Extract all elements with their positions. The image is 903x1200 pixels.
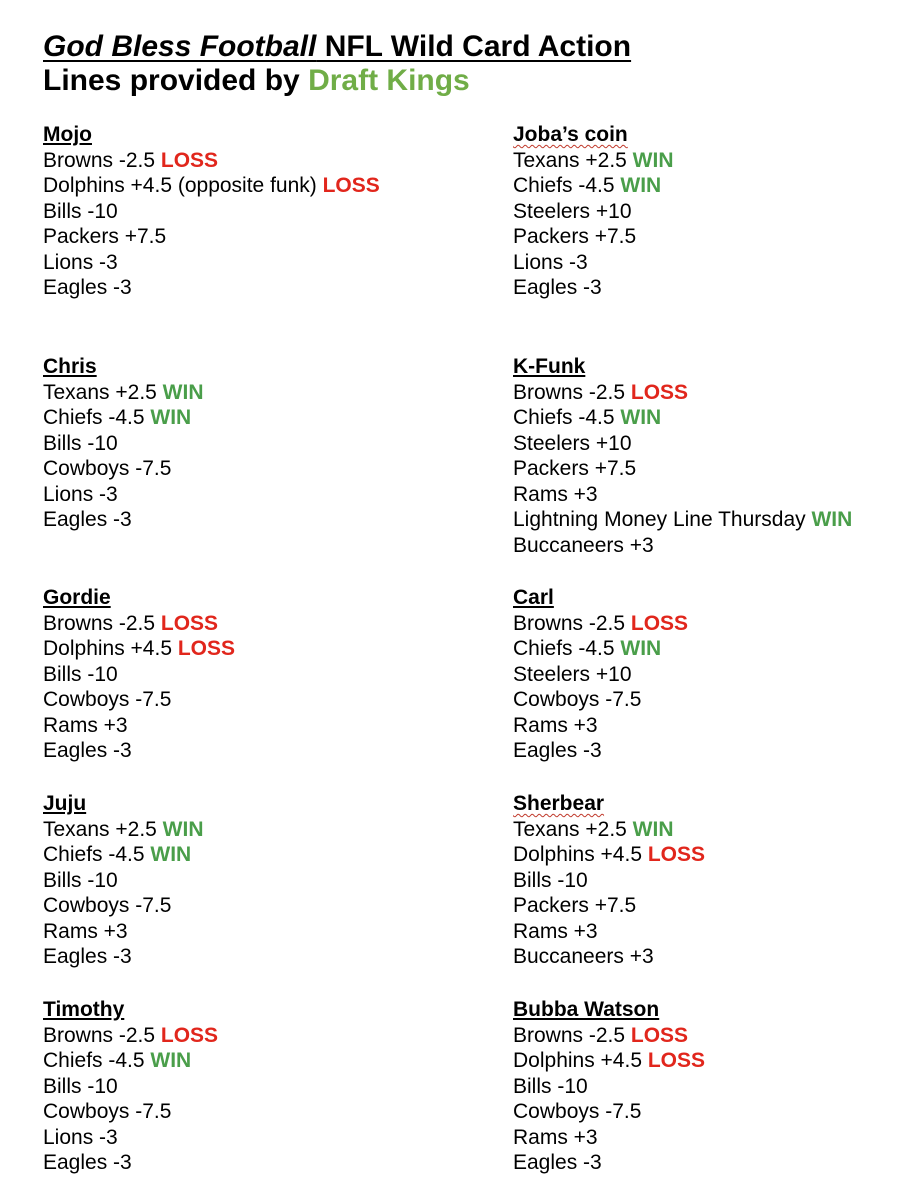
pick-line [43, 148, 483, 174]
pick-line: Lions -3 [43, 1125, 118, 1149]
pick-text: Browns -2.5 [513, 611, 631, 635]
pick-result: WIN [150, 406, 192, 429]
pick-text: Texans +2.5 [43, 817, 163, 841]
pick-line [513, 173, 898, 199]
pick-line: Bills -10 [43, 199, 118, 223]
pick-text: Texans +2.5 [513, 817, 633, 841]
pick-line: Cowboys -7.5 [43, 688, 172, 711]
pick-line [43, 173, 483, 199]
pick-line: Cowboys -7.5 [43, 1100, 172, 1123]
pick-line: Rams +3 [513, 482, 598, 506]
player-name: Mojo [43, 123, 92, 146]
title-italic: God Bless Football [43, 30, 317, 63]
pick-line: Eagles -3 [513, 276, 602, 299]
pick-line: Lions -3 [513, 250, 588, 274]
player-name: Bubba Watson [513, 998, 660, 1021]
player-name: K-Funk [513, 355, 586, 378]
pick-text: Browns -2.5 [43, 611, 161, 635]
pick-result: WIN [632, 148, 674, 172]
pick-result: LOSS [647, 843, 706, 866]
pick-result: WIN [620, 637, 662, 660]
pick-text: Chiefs -4.5 [513, 174, 621, 197]
pick-line: Bills -10 [43, 662, 118, 686]
pick-result: WIN [150, 843, 192, 866]
pick-line [43, 1023, 483, 1049]
pick-line: Rams +3 [43, 713, 128, 737]
pick-line: Rams +3 [513, 919, 598, 943]
pick-line [513, 611, 898, 637]
picks-block-sherbear [513, 791, 898, 970]
pick-line: Steelers +10 [513, 199, 632, 223]
pick-line [43, 817, 483, 843]
picks-block-chris [43, 354, 483, 533]
pick-text: Texans +2.5 [513, 148, 633, 172]
pick-line: Packers +7.5 [513, 457, 637, 480]
pick-result: WIN [620, 406, 662, 429]
picks-block-k-funk [513, 354, 898, 558]
pick-result: LOSS [160, 611, 219, 635]
pick-line [43, 636, 483, 662]
pick-line: Buccaneers +3 [513, 533, 654, 557]
pick-line: Eagles -3 [513, 1151, 602, 1174]
pick-text: Chiefs -4.5 [513, 406, 621, 429]
document-title [43, 30, 631, 64]
pick-result: WIN [632, 817, 674, 841]
pick-text: Chiefs -4.5 [43, 406, 151, 429]
pick-line: Lions -3 [43, 250, 118, 274]
picks-block-carl [513, 585, 898, 764]
pick-line [43, 1048, 483, 1074]
pick-text: Chiefs -4.5 [513, 637, 621, 660]
picks-block-juju [43, 791, 483, 970]
pick-result: WIN [620, 174, 662, 197]
pick-result: LOSS [647, 1049, 706, 1072]
pick-result: WIN [811, 508, 853, 531]
pick-line: Lions -3 [43, 482, 118, 506]
pick-line: Packers +7.5 [43, 225, 167, 248]
pick-line [513, 1048, 898, 1074]
pick-result: LOSS [160, 1023, 219, 1047]
player-name: Carl [513, 586, 554, 609]
pick-text: Dolphins +4.5 (opposite funk) [43, 174, 323, 197]
pick-result: LOSS [630, 611, 689, 635]
pick-line [43, 405, 483, 431]
pick-line: Rams +3 [513, 1125, 598, 1149]
pick-result: LOSS [160, 148, 219, 172]
pick-line: Eagles -3 [43, 276, 132, 299]
pick-result: LOSS [322, 174, 380, 197]
pick-result: LOSS [630, 380, 689, 404]
pick-line: Bills -10 [43, 1074, 118, 1098]
pick-line [513, 405, 898, 431]
pick-text: Lightning Money Line Thursday [513, 508, 812, 531]
pick-line: Cowboys -7.5 [43, 894, 172, 917]
pick-line: Bills -10 [43, 868, 118, 892]
subtitle-prefix: Lines provided by [43, 64, 309, 97]
pick-line: Eagles -3 [43, 739, 132, 762]
pick-line [43, 611, 483, 637]
pick-line: Packers +7.5 [513, 894, 637, 917]
pick-line [513, 842, 898, 868]
pick-line [43, 842, 483, 868]
player-name: Gordie [43, 586, 111, 609]
pick-text: Dolphins +4.5 [513, 1049, 648, 1072]
document-subtitle [43, 64, 470, 98]
pick-text: Dolphins +4.5 [43, 637, 178, 660]
pick-line: Cowboys -7.5 [513, 1100, 642, 1123]
pick-line: Buccaneers +3 [513, 945, 654, 968]
pick-text: Browns -2.5 [513, 380, 631, 404]
pick-line: Eagles -3 [43, 1151, 132, 1174]
pick-line: Cowboys -7.5 [513, 688, 642, 711]
pick-line [513, 1023, 898, 1049]
pick-line [43, 380, 483, 406]
picks-block-gordie [43, 585, 483, 764]
pick-text: Texans +2.5 [43, 380, 163, 404]
pick-text: Chiefs -4.5 [43, 843, 151, 866]
sportsbook-name: Draft Kings [308, 64, 470, 97]
pick-text: Browns -2.5 [43, 1023, 161, 1047]
pick-result: LOSS [177, 637, 236, 660]
pick-line: Cowboys -7.5 [43, 457, 172, 480]
pick-line [513, 817, 898, 843]
pick-result: LOSS [630, 1023, 689, 1047]
pick-line [513, 507, 898, 533]
pick-text: Chiefs -4.5 [43, 1049, 151, 1072]
pick-result: WIN [162, 380, 204, 404]
pick-result: WIN [162, 817, 204, 841]
picks-block-timothy [43, 997, 483, 1176]
pick-line: Packers +7.5 [513, 225, 637, 248]
pick-line: Steelers +10 [513, 662, 632, 686]
pick-line: Rams +3 [513, 713, 598, 737]
pick-line: Steelers +10 [513, 431, 632, 455]
pick-line [513, 636, 898, 662]
pick-line [513, 148, 898, 174]
pick-line: Eagles -3 [43, 508, 132, 531]
player-name: Juju [43, 792, 87, 815]
pick-line: Eagles -3 [513, 739, 602, 762]
pick-line [513, 380, 898, 406]
player-name: Sherbear [513, 792, 605, 815]
pick-line: Bills -10 [513, 868, 588, 892]
player-name: Timothy [43, 998, 125, 1021]
title-rest: NFL Wild Card Action [316, 30, 632, 63]
player-name: Chris [43, 355, 97, 378]
pick-line: Rams +3 [43, 919, 128, 943]
pick-text: Browns -2.5 [513, 1023, 631, 1047]
pick-result: WIN [150, 1049, 192, 1072]
pick-line: Eagles -3 [43, 945, 132, 968]
picks-block-mojo [43, 122, 483, 301]
picks-block-jobas-coin [513, 122, 898, 301]
pick-line: Bills -10 [513, 1074, 588, 1098]
pick-text: Dolphins +4.5 [513, 843, 648, 866]
player-name: Joba’s coin [513, 123, 628, 146]
pick-text: Browns -2.5 [43, 148, 161, 172]
pick-line: Bills -10 [43, 431, 118, 455]
picks-block-bubba-watson [513, 997, 898, 1176]
